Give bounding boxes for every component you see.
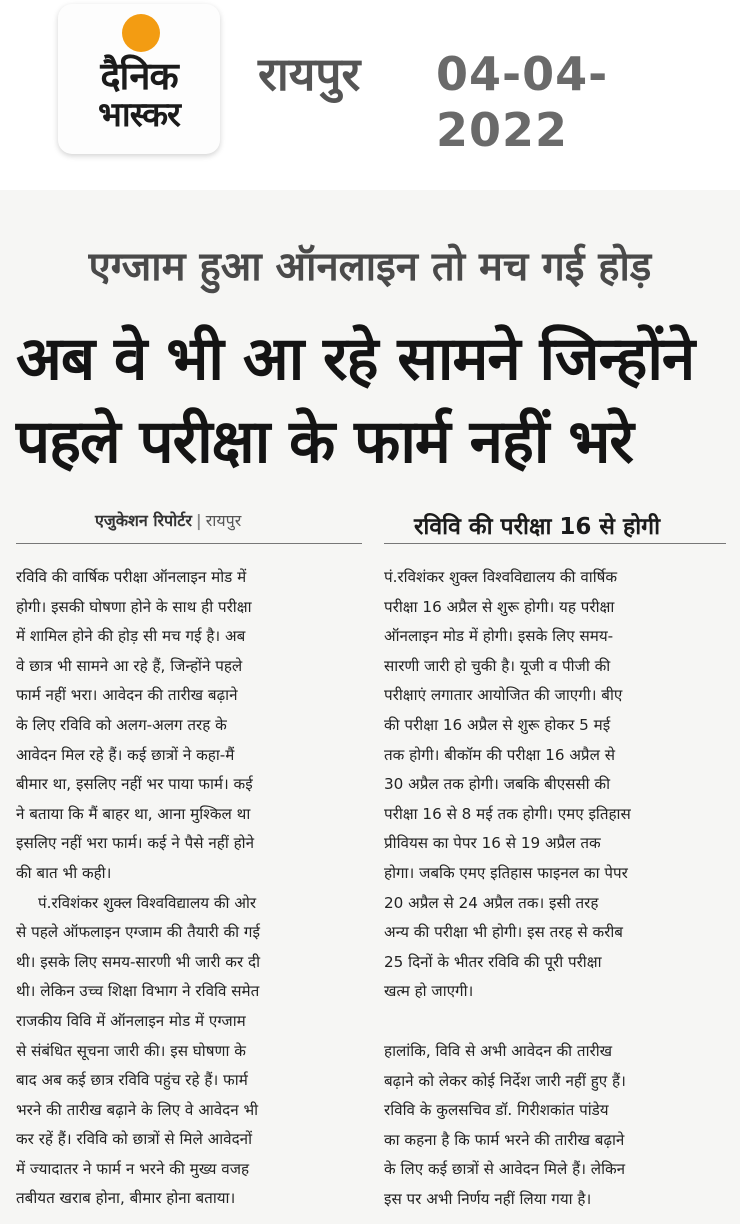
text-line: भरने की तारीख बढ़ाने के लिए वे आवेदन भी <box>16 1100 259 1119</box>
logo-text-line1: दैनिक <box>100 54 178 98</box>
text-line: 25 दिनों के भीतर रविवि की पूरी परीक्षा <box>384 952 602 971</box>
text-line: तक होगी। बीकॉम की परीक्षा 16 अप्रैल से <box>384 745 615 764</box>
text-line: 30 अप्रैल तक होगी। जबकि बीएससी की <box>384 775 611 794</box>
text-line: होगा। जबकि एमए इतिहास फाइनल का पेपर <box>384 863 628 882</box>
left-column <box>16 563 366 1214</box>
text-line: थी। इसके लिए समय-सारणी भी जारी कर दी <box>16 952 261 971</box>
text-line: प्रीवियस का पेपर 16 से 19 अप्रैल तक <box>384 834 601 853</box>
text-line: फार्म नहीं भरा। आवेदन की तारीख बढ़ाने <box>16 686 238 705</box>
text-line: वे छात्र भी सामने आ रहे हैं, जिन्होंने पहले <box>16 656 243 675</box>
text-line: परीक्षा 16 से 8 मई तक होगी। एमए इतिहास <box>384 804 631 823</box>
text-line: 20 अप्रैल से 24 अप्रैल तक। इसी तरह <box>384 893 599 912</box>
article-subhead: रविवि की परीक्षा 16 से होगी <box>414 514 661 540</box>
logo-text-line2: भास्कर <box>98 95 180 135</box>
byline-separator: | <box>195 511 202 530</box>
text-line: रविवि की वार्षिक परीक्षा ऑनलाइन मोड में <box>16 568 247 586</box>
text-line: परीक्षा 16 अप्रैल से शुरू होगी। यह परीक्षा <box>384 597 615 616</box>
text-line: आवेदन मिल रहे हैं। कई छात्रों ने कहा-मैं <box>16 745 235 764</box>
text-line: पं.रविशंकर शुक्ल विश्वविद्यालय की वार्षिक <box>384 568 618 586</box>
newspaper-logo <box>58 4 220 154</box>
text-line: में ज्यादातर ने फार्म न भरने की मुख्य वजह <box>16 1159 250 1178</box>
reporter-name: एजुकेशन रिपोर्टर <box>95 511 192 530</box>
text-line: इसलिए नहीं भरा फार्म। कई ने पैसे नहीं होने <box>16 834 255 853</box>
text-line: हालांकि, विवि से अभी आवेदन की तारीख <box>384 1042 613 1060</box>
text-line: तबीयत खराब होना, बीमार होना बताया। <box>16 1189 236 1208</box>
text-line: खत्म हो जाएगी। <box>384 982 474 1001</box>
text-line: की परीक्षा 16 अप्रैल से शुरू होकर 5 मई <box>384 715 611 734</box>
byline <box>95 508 241 534</box>
text-line: रविवि के कुलसचिव डॉ. गिरीशकांत पांडेय <box>384 1101 609 1120</box>
text-line: राजकीय विवि में ऑनलाइन मोड में एग्जाम <box>16 1011 246 1030</box>
text-line: की बात भी कही। <box>16 863 112 882</box>
text-line: पं.रविशंकर शुक्ल विश्वविद्यालय की ओर <box>38 893 257 912</box>
article-headline <box>16 318 736 484</box>
headline-line: पहले परीक्षा के फार्म नहीं भरे <box>16 407 633 477</box>
byline-location: रायपुर <box>205 511 242 530</box>
edition-city: रायपुर <box>258 47 361 101</box>
text-line: परीक्षाएं लगातार आयोजित की जाएगी। बीए <box>384 686 623 705</box>
text-line: होगी। इसकी घोषणा होने के साथ ही परीक्षा <box>16 597 252 616</box>
text-line: ऑनलाइन मोड में होगी। इसके लिए समय- <box>384 627 614 646</box>
article-kicker: एग्जाम हुआ ऑनलाइन तो मच गई होड़ <box>88 244 652 290</box>
text-line: कर रहें हैं। रविवि को छात्रों से मिले आवेदनों <box>16 1130 253 1149</box>
text-line: ने बताया कि मैं बाहर था, आना मुश्किल था <box>16 804 251 823</box>
divider-left <box>16 543 362 544</box>
text-line: थी। लेकिन उच्च शिक्षा विभाग ने रविवि समेत <box>16 982 260 1001</box>
text-line: बीमार था, इसलिए नहीं भर पाया फार्म। कई <box>16 775 253 794</box>
text-line: से पहले ऑफलाइन एग्जाम की तैयारी की गई <box>16 923 260 942</box>
text-line: के लिए रविवि को अलग-अलग तरह के <box>16 715 227 734</box>
text-line: बढ़ाने को लेकर कोई निर्देश जारी नहीं हुए हैं। <box>384 1071 626 1090</box>
masthead <box>0 0 740 190</box>
text-line: अन्य की परीक्षा भी होगी। इस तरह से करीब <box>384 923 623 942</box>
headline-line: अब वे भी आ रहे सामने जिन्होंने <box>16 324 695 394</box>
edition-date: 04-04-2022 <box>436 47 609 157</box>
right-column-bottom <box>384 1037 732 1215</box>
text-line: इस पर अभी निर्णय नहीं लिया गया है। <box>384 1189 592 1208</box>
text-line: बाद अब कई छात्र रविवि पहुंच रहे हैं। फार्म <box>16 1071 248 1090</box>
text-line: सारणी जारी हो चुकी है। यूजी व पीजी की <box>384 656 611 675</box>
text-line: से संबंधित सूचना जारी की। इस घोषणा के <box>16 1041 246 1060</box>
text-line: का कहना है कि फार्म भरने की तारीख बढ़ाने <box>384 1130 625 1149</box>
right-column-top <box>384 563 732 1007</box>
sun-icon <box>122 14 160 52</box>
text-line: में शामिल होने की होड़ सी मच गई है। अब <box>16 627 246 646</box>
text-line: के लिए कई छात्रों से आवेदन मिले हैं। लेकिन <box>384 1160 626 1179</box>
